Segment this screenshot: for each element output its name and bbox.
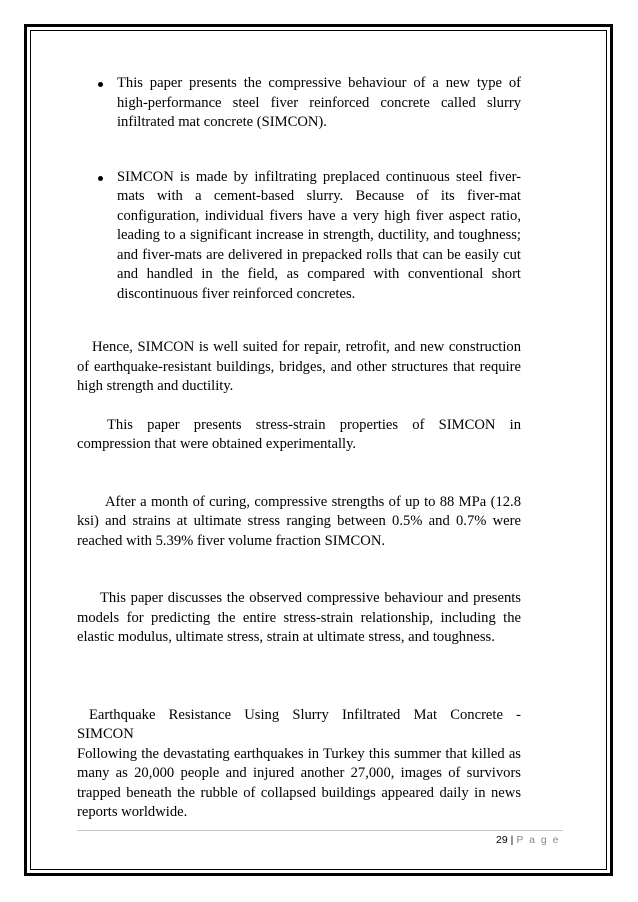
- paragraph-stress-strain: This paper presents stress-strain properties of SIMCON in compression that were obtained experimentally.: [77, 416, 521, 452]
- footer-divider: [77, 830, 563, 831]
- page-label: P a g e: [516, 834, 560, 846]
- bullet-icon: [98, 176, 103, 181]
- page-number: 29: [495, 834, 508, 846]
- footer-separator: |: [510, 834, 514, 846]
- paragraph-hence: Hence, SIMCON is well suited for repair, retrofit, and new construction of earthquake-resistant buildings, bridges, and other structures that require high strength and ductility.: [77, 339, 521, 394]
- page-content: [77, 74, 521, 823]
- page-footer: [496, 834, 560, 846]
- paragraph-discusses: This paper discusses the observed compressive behaviour and presents models for predicting the entire stress-strain relationship, including the elastic modulus, ultimate stress, strain at ultimate stress, and toughness.: [77, 590, 521, 645]
- section-heading: [77, 706, 521, 745]
- paragraph-curing: After a month of curing, compressive strengths of up to 88 MPa (12.8 ksi) and strains at ultimate stress ranging between 0.5% and 0.7% were reached with 5.39% fiver volume fraction SIMCON.: [77, 493, 521, 549]
- section-heading-line: Earthquake Resistance Using Slurry Infiltrated Mat Concrete -: [89, 706, 521, 723]
- bullet-text: This paper presents the compressive behaviour of a new type of high-performance steel fiver reinforced concrete called slurry infiltrated mat concrete (SIMCON).: [117, 75, 521, 130]
- bullet-item: [77, 168, 521, 305]
- bullet-icon: [98, 82, 103, 87]
- section-body: Following the devastating earthquakes in Turkey this summer that killed as many as 20,000 people and injured another 27,000, images of survivors trapped beneath the rubble of collapsed buildings appeared daily in news reports worldwide.: [77, 745, 521, 820]
- section-heading-line: SIMCON: [77, 726, 134, 742]
- bullet-text: SIMCON is made by infiltrating preplaced continuous steel fiver-mats with a cement-based slurry. Because of its fiver-mat configuration, individual fivers have a very high fiver aspect ratio, leading to a significant increase in strength, ductility, and toughness; and fiver-mats are delivered in prepacked rolls that can be easily cut and handled in the field, as compared with conventional short discontinuous fiver reinforced concretes.: [117, 168, 521, 302]
- bullet-item: [77, 74, 521, 133]
- bullet-list: [77, 74, 521, 304]
